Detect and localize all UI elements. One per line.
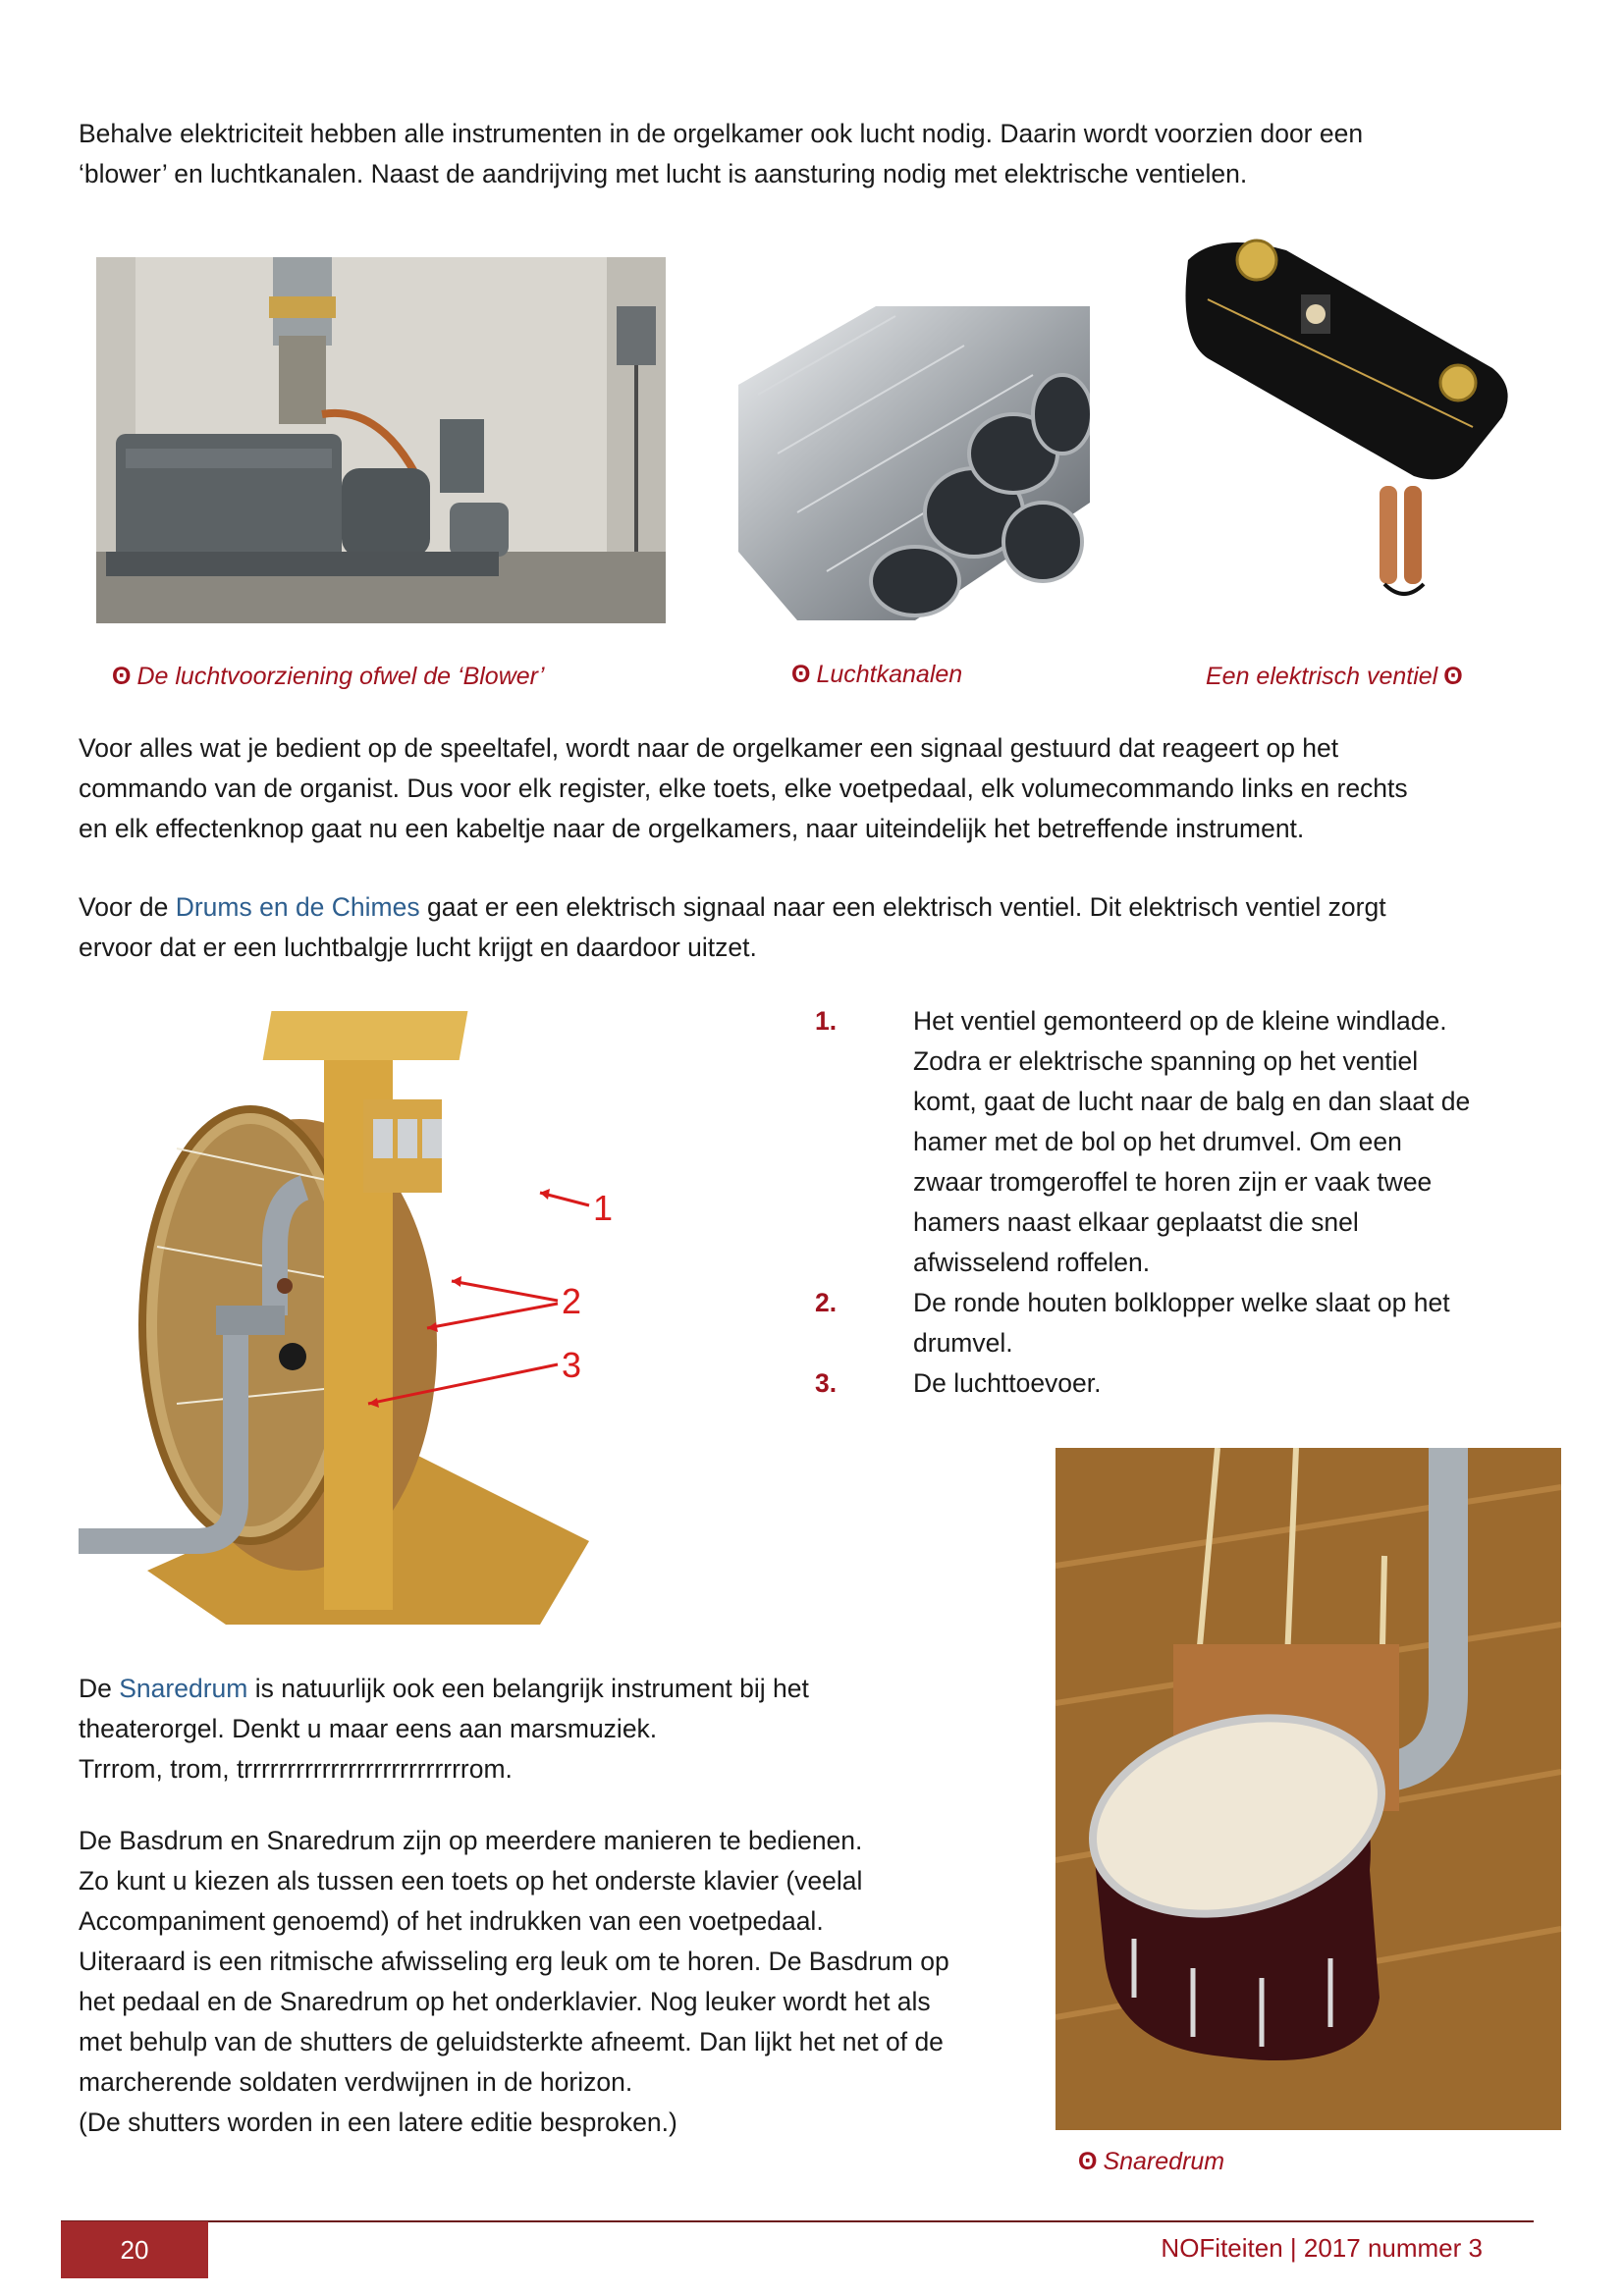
footer-divider <box>61 2220 1534 2222</box>
intro-line-2: ‘blower’ en luchtkanalen. Naast de aandrijving met lucht is aansturing nodig met elektrische ventielen. <box>79 159 1248 188</box>
caption-ducts-text: Luchtkanalen <box>816 661 963 688</box>
intro-line-1: Behalve elektriciteit hebben alle instrumenten in de orgelkamer ook lucht nodig. Daarin wordt voorzien door een <box>79 119 1364 148</box>
callout-label-2: 2 <box>562 1281 582 1321</box>
list-line: afwisselend roffelen. <box>913 1248 1151 1277</box>
page-number: 20 <box>61 2221 208 2278</box>
list-line: Het ventiel gemonteerd op de kleine windlade. <box>913 1006 1447 1036</box>
list-number: 2. <box>815 1288 838 1317</box>
list-line: zwaar tromgeroffel te horen zijn er vaak twee <box>913 1167 1433 1197</box>
snaredrum-link: Snaredrum <box>119 1674 248 1703</box>
basdrum-line: (De shutters worden in een latere editie besproken.) <box>79 2108 677 2137</box>
basdrum-line: met behulp van de shutters de geluidsterkte afneemt. Dan lijkt het net of de <box>79 2027 944 2056</box>
list-line: drumvel. <box>913 1328 1013 1358</box>
caption-blower-text: De luchtvoorziening ofwel de ‘Blower’ <box>136 663 545 690</box>
headphone-icon: ʘ <box>1078 2148 1098 2175</box>
headphone-icon: ʘ <box>791 661 811 688</box>
list-line: Zodra er elektrische spanning op het ventiel <box>913 1046 1419 1076</box>
caption-valve-text: Een elektrisch ventiel <box>1206 663 1438 690</box>
drums-suffix: gaat er een elektrisch signaal naar een elektrisch ventiel. Dit elektrisch ventiel zorgt <box>419 892 1386 922</box>
snaredrum-photo <box>1056 1448 1561 2130</box>
snare-prefix: De <box>79 1674 120 1703</box>
list-item <box>815 1283 1542 1363</box>
snare-line-3: Trrrom, trom, trrrrrrrrrrrrrrrrrrrrrrrrrrom. <box>79 1754 513 1784</box>
signal-line-1: Voor alles wat je bedient op de speeltafel, wordt naar de orgelkamer een signaal gestuurd dat reageert op het <box>79 733 1339 763</box>
list-line: De ronde houten bolklopper welke slaat op het <box>913 1288 1450 1317</box>
basdrum-line: het pedaal en de Snaredrum op het onderklavier. Nog leuker wordt het als <box>79 1987 931 2016</box>
basdrum-line: marcherende soldaten verdwijnen in de horizon. <box>79 2067 633 2097</box>
list-line: komt, gaat de lucht naar de balg en dan slaat de <box>913 1087 1471 1116</box>
signal-line-3: en elk effectenknop gaat nu een kabeltje naar de orgelkamers, naar uiteindelijk het betreffende instrument. <box>79 814 1305 843</box>
basdrum-line: Zo kunt u kiezen als tussen een toets op het onderste klavier (veelal <box>79 1866 863 1896</box>
headphone-icon: ʘ <box>1443 663 1463 690</box>
basdrum-paragraph <box>79 1821 1041 2143</box>
callout-label-3: 3 <box>562 1345 582 1385</box>
basdrum-line: Accompaniment genoemd) of het indrukken van een voetpedaal. <box>79 1906 824 1936</box>
list-line: De luchttoevoer. <box>913 1368 1102 1398</box>
signal-line-2: commando van de organist. Dus voor elk register, elke toets, elke voetpedaal, elk volumecommando links en rechts <box>79 774 1408 803</box>
drums-line-2: ervoor dat er een luchtbalgje lucht krijgt en daardoor uitzet. <box>79 933 757 962</box>
caption-snaredrum-text: Snaredrum <box>1103 2148 1225 2175</box>
numbered-list <box>815 1001 1542 1404</box>
caption-snaredrum <box>1072 2148 1224 2176</box>
basdrum-line: De Basdrum en Snaredrum zijn op meerdere manieren te bedienen. <box>79 1826 863 1855</box>
list-item <box>815 1363 1542 1404</box>
magazine-title: NOFiteiten | 2017 nummer 3 <box>1161 2233 1483 2263</box>
snare-suffix: is natuurlijk ook een belangrijk instrument bij het <box>247 1674 809 1703</box>
callout-label-1: 1 <box>593 1188 614 1228</box>
list-number: 1. <box>815 1006 838 1036</box>
snare-line-2: theaterorgel. Denkt u maar eens aan marsmuziek. <box>79 1714 658 1743</box>
snare-paragraph <box>79 1669 1021 1789</box>
list-line: hamer met de bol op het drumvel. Om een <box>913 1127 1402 1156</box>
list-number: 3. <box>815 1368 838 1398</box>
list-item <box>815 1001 1542 1283</box>
drums-prefix: Voor de <box>79 892 176 922</box>
basdrum-line: Uiteraard is een ritmische afwisseling erg leuk om te horen. De Basdrum op <box>79 1947 949 1976</box>
snare-line-1 <box>79 1669 1021 1709</box>
headphone-icon: ʘ <box>112 663 132 690</box>
list-line: hamers naast elkaar geplaatst die snel <box>913 1207 1359 1237</box>
drums-chimes-link: Drums en de Chimes <box>175 892 420 922</box>
